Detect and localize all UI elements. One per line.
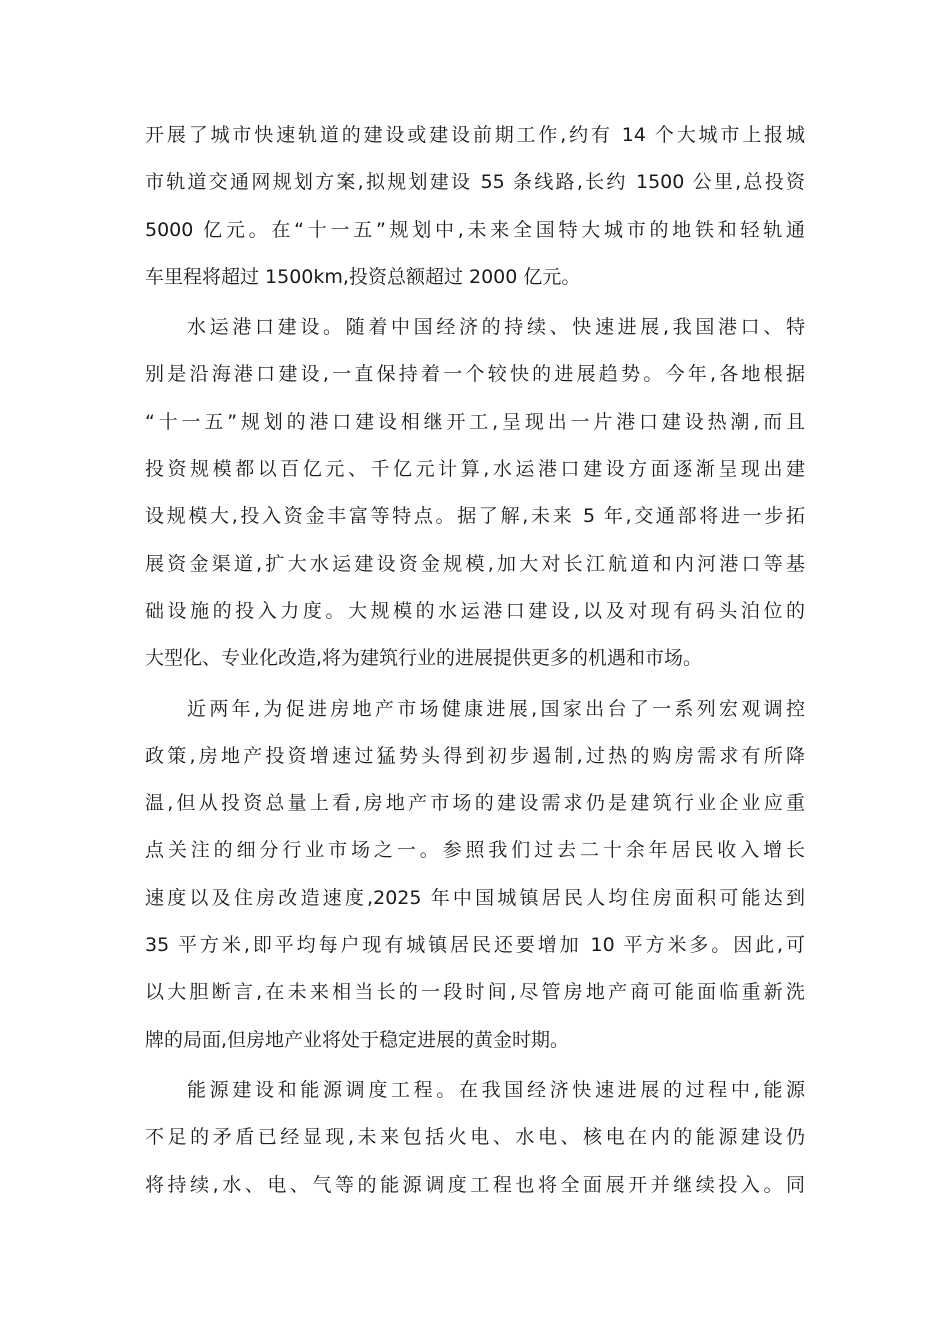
paragraph-3-line-8: 牌的局面,但房地产业将处于稳定进展的黄金时期。 bbox=[145, 1028, 570, 1051]
paragraph-4-line-1: 能源建设和能源调度工程。在我国经济快速进展的过程中,能源 bbox=[187, 1078, 805, 1101]
paragraph-2-line-2: 别是沿海港口建设,一直保持着一个较快的进展趋势。今年,各地根据 bbox=[145, 363, 805, 386]
paragraph-3-line-1: 近两年,为促进房地产市场健康进展,国家出台了一系列宏观调控 bbox=[187, 697, 805, 720]
body-text bbox=[145, 112, 805, 1209]
paragraph-1-line-2: 市轨道交通网规划方案,拟规划建设 55 条线路,长约 1500 公里,总投资 bbox=[145, 171, 805, 194]
paragraph-3-line-6: 35 平方米,即平均每户现有城镇居民还要增加 10 平方米多。因此,可 bbox=[145, 934, 805, 957]
paragraph-1-line-1: 开展了城市快速轨道的建设或建设前期工作,约有 14 个大城市上报城 bbox=[145, 124, 805, 146]
paragraph-4-line-3: 将持续,水、电、气等的能源调度工程也将全面展开并继续投入。同 bbox=[145, 1173, 805, 1196]
paragraph-2-line-4: 投资规模都以百亿元、千亿元计算,水运港口建设方面逐渐呈现出建 bbox=[145, 458, 805, 481]
paragraph-2-line-1: 水运港口建设。随着中国经济的持续、快速进展,我国港口、特 bbox=[187, 316, 805, 339]
paragraph-3-line-2: 政策,房地产投资增速过猛势头得到初步遏制,过热的购房需求有所降 bbox=[145, 744, 805, 767]
paragraph-4-line-2: 不足的矛盾已经显现,未来包括火电、水电、核电在内的能源建设仍 bbox=[145, 1126, 805, 1149]
paragraph-3-line-7: 以大胆断言,在未来相当长的一段时间,尽管房地产商可能面临重新洗 bbox=[145, 981, 805, 1004]
paragraph-2-line-7: 础设施的投入力度。大规模的水运港口建设,以及对现有码头泊位的 bbox=[145, 599, 805, 622]
paragraph-3-line-5: 速度以及住房改造速度,2025 年中国城镇居民人均住房面积可能达到 bbox=[145, 886, 805, 909]
paragraph-2-line-8: 大型化、专业化改造,将为建筑行业的进展提供更多的机遇和市场。 bbox=[145, 647, 703, 670]
paragraph-3-line-3: 温,但从投资总量上看,房地产市场的建设需求仍是建筑行业企业应重 bbox=[145, 792, 805, 815]
paragraph-2-line-6: 展资金渠道,扩大水运建设资金规模,加大对长江航道和内河港口等基 bbox=[145, 552, 805, 575]
paragraph-2-line-5: 设规模大,投入资金丰富等特点。据了解,未来 5 年,交通部将进一步拓 bbox=[145, 505, 805, 528]
paragraph-1-line-3: 5000 亿元。在“十一五”规划中,未来全国特大城市的地铁和轻轨通 bbox=[145, 218, 805, 241]
paragraph-2-line-3: “十一五”规划的港口建设相继开工,呈现出一片港口建设热潮,而且 bbox=[145, 410, 805, 433]
paragraph-3-line-4: 点关注的细分行业市场之一。参照我们过去二十余年居民收入增长 bbox=[145, 839, 805, 862]
paragraph-1-line-4: 车里程将超过 1500km,投资总额超过 2000 亿元。 bbox=[145, 265, 581, 288]
